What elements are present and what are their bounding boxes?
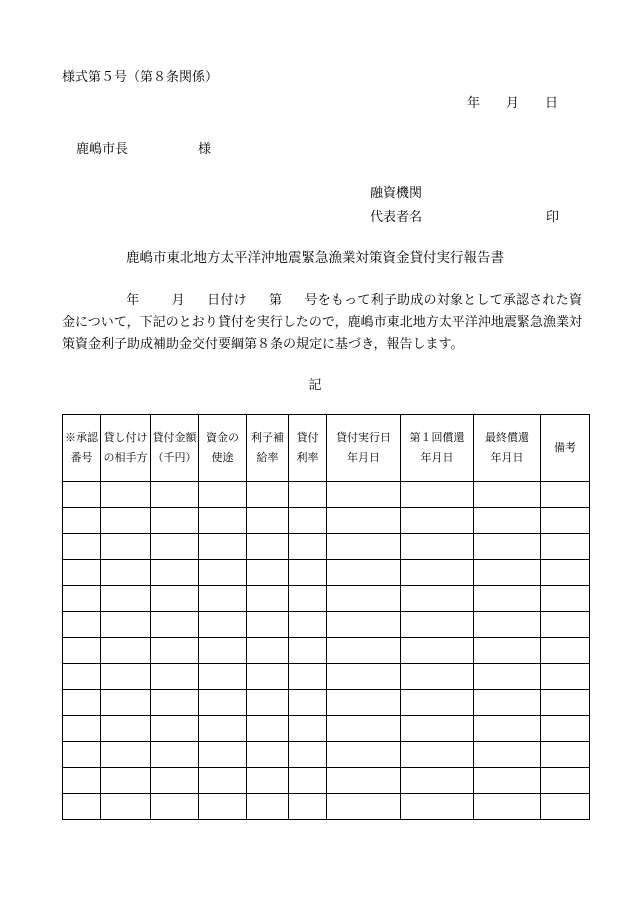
table-cell[interactable] <box>541 742 590 768</box>
table-cell[interactable] <box>247 534 289 560</box>
table-cell[interactable] <box>541 690 590 716</box>
table-cell[interactable] <box>247 482 289 508</box>
ki-heading: 記 <box>308 378 322 393</box>
body-rest: 号をもって利子助成の対象として承認された資金について，下記のとおり貸付を実行したので，鹿嶋市東北地方太平洋沖地震緊急漁業対策資金利子助成補助金交付要綱第８条の規定に基づき，報告します。 <box>62 293 582 352</box>
table-cell[interactable] <box>541 794 590 820</box>
table-cell[interactable] <box>101 638 151 664</box>
table-row <box>63 586 590 612</box>
table-cell[interactable] <box>247 690 289 716</box>
table-cell[interactable] <box>199 508 247 534</box>
table-cell[interactable] <box>63 586 101 612</box>
table-cell[interactable] <box>401 586 474 612</box>
column-header <box>63 415 101 482</box>
table-cell[interactable] <box>289 690 327 716</box>
table-cell[interactable] <box>151 482 199 508</box>
table-cell[interactable] <box>289 586 327 612</box>
table-cell[interactable] <box>63 560 101 586</box>
table-row <box>63 508 590 534</box>
table-cell[interactable] <box>247 716 289 742</box>
table-cell[interactable] <box>151 742 199 768</box>
table-cell[interactable] <box>541 612 590 638</box>
column-header-line: （千円） <box>152 451 197 464</box>
column-header-line: 貸付金額 <box>152 431 197 444</box>
table-row <box>63 560 590 586</box>
table-cell[interactable] <box>474 794 541 820</box>
column-header-line: ※承認 <box>65 431 98 444</box>
table-cell[interactable] <box>199 690 247 716</box>
table-row <box>63 742 590 768</box>
table-row <box>63 534 590 560</box>
addressee-honorific: 様 <box>198 142 212 157</box>
table-cell[interactable] <box>101 768 151 794</box>
body-year: 年 <box>126 293 140 308</box>
table-cell[interactable] <box>327 482 401 508</box>
table-cell[interactable] <box>151 690 199 716</box>
table-row <box>63 716 590 742</box>
table-cell[interactable] <box>289 534 327 560</box>
table-cell[interactable] <box>101 508 151 534</box>
table-cell[interactable] <box>101 716 151 742</box>
body-no-prefix: 第 <box>268 293 283 308</box>
column-header-line: 第１回償還 <box>409 431 465 444</box>
column-header-line: 利子補 <box>251 431 284 444</box>
table-cell[interactable] <box>101 794 151 820</box>
table-cell[interactable] <box>474 560 541 586</box>
table-cell[interactable] <box>474 534 541 560</box>
column-header-line: 年月日 <box>490 451 524 464</box>
table-header-row <box>63 415 590 482</box>
table-cell[interactable] <box>199 664 247 690</box>
table-row <box>63 794 590 820</box>
table-cell[interactable] <box>151 560 199 586</box>
column-header-line: 年月日 <box>347 451 380 464</box>
table-cell[interactable] <box>63 534 101 560</box>
table-cell[interactable] <box>474 638 541 664</box>
table-cell[interactable] <box>541 482 590 508</box>
table-cell[interactable] <box>474 586 541 612</box>
column-header-line: 最終償還 <box>485 431 529 444</box>
table-cell[interactable] <box>151 664 199 690</box>
body-paragraph <box>62 290 582 356</box>
column-header-line: 利率 <box>296 451 319 464</box>
table-cell[interactable] <box>247 612 289 638</box>
table-cell[interactable] <box>63 716 101 742</box>
table-cell[interactable] <box>327 560 401 586</box>
column-header-line: 貸し付け <box>103 431 148 444</box>
column-header <box>541 415 590 482</box>
column-header <box>247 415 289 482</box>
table-cell[interactable] <box>199 768 247 794</box>
table-cell[interactable] <box>289 768 327 794</box>
financial-institution-label: 融資機関 <box>370 186 423 201</box>
date-year: 年 <box>466 96 480 111</box>
table-cell[interactable] <box>401 742 474 768</box>
representative-label: 代表者名 <box>370 210 423 225</box>
table-cell[interactable] <box>289 794 327 820</box>
table-cell[interactable] <box>474 612 541 638</box>
column-header <box>101 415 151 482</box>
table-cell[interactable] <box>401 716 474 742</box>
column-header-line: の相手方 <box>103 451 148 464</box>
table-cell[interactable] <box>101 534 151 560</box>
table-cell[interactable] <box>289 742 327 768</box>
table-cell[interactable] <box>101 612 151 638</box>
table-cell[interactable] <box>474 768 541 794</box>
table-cell[interactable] <box>101 742 151 768</box>
form-number: 様式第５号（第８条関係） <box>62 70 219 85</box>
column-header <box>327 415 401 482</box>
table-cell[interactable] <box>327 508 401 534</box>
table-cell[interactable] <box>63 612 101 638</box>
table-cell[interactable] <box>289 560 327 586</box>
column-header <box>401 415 474 482</box>
table-cell[interactable] <box>474 716 541 742</box>
table-cell[interactable] <box>327 690 401 716</box>
table-cell[interactable] <box>199 794 247 820</box>
table-row <box>63 664 590 690</box>
date-month: 月 <box>505 96 519 111</box>
table-row <box>63 638 590 664</box>
seal-mark: 印 <box>546 210 560 225</box>
table-cell[interactable] <box>199 638 247 664</box>
table-cell[interactable] <box>247 560 289 586</box>
table-cell[interactable] <box>199 482 247 508</box>
table-cell[interactable] <box>289 716 327 742</box>
table-cell[interactable] <box>247 508 289 534</box>
table-cell[interactable] <box>541 716 590 742</box>
table-cell[interactable] <box>401 690 474 716</box>
table-cell[interactable] <box>474 508 541 534</box>
table-cell[interactable] <box>327 742 401 768</box>
table-cell[interactable] <box>541 508 590 534</box>
table-cell[interactable] <box>401 612 474 638</box>
table-cell[interactable] <box>247 638 289 664</box>
table-cell[interactable] <box>541 560 590 586</box>
table-cell[interactable] <box>199 560 247 586</box>
column-header <box>151 415 199 482</box>
column-header-line: 番号 <box>70 451 93 464</box>
column-header-line: 資金の <box>206 431 239 444</box>
table-cell[interactable] <box>541 534 590 560</box>
table-cell[interactable] <box>541 768 590 794</box>
table-cell[interactable] <box>101 690 151 716</box>
table-cell[interactable] <box>327 794 401 820</box>
column-header <box>199 415 247 482</box>
table-cell[interactable] <box>289 482 327 508</box>
body-month: 月 <box>171 293 185 308</box>
table-cell[interactable] <box>401 794 474 820</box>
table-cell[interactable] <box>101 560 151 586</box>
table-cell[interactable] <box>63 638 101 664</box>
table-cell[interactable] <box>289 612 327 638</box>
table-cell[interactable] <box>63 768 101 794</box>
table-cell[interactable] <box>247 664 289 690</box>
table-cell[interactable] <box>401 638 474 664</box>
table-cell[interactable] <box>289 664 327 690</box>
table-body <box>63 482 590 820</box>
table-cell[interactable] <box>151 534 199 560</box>
table-cell[interactable] <box>63 742 101 768</box>
loan-records-table <box>62 414 590 820</box>
table-cell[interactable] <box>151 794 199 820</box>
table-cell[interactable] <box>327 664 401 690</box>
table-cell[interactable] <box>289 638 327 664</box>
addressee-name: 鹿嶋市長 <box>76 142 129 157</box>
table-row <box>63 612 590 638</box>
column-header-line: 貸付 <box>296 431 319 444</box>
table-cell[interactable] <box>541 638 590 664</box>
table-cell[interactable] <box>401 482 474 508</box>
table-cell[interactable] <box>63 508 101 534</box>
table-cell[interactable] <box>541 664 590 690</box>
table-cell[interactable] <box>327 768 401 794</box>
table-cell[interactable] <box>199 742 247 768</box>
table-cell[interactable] <box>199 534 247 560</box>
table-cell[interactable] <box>327 586 401 612</box>
table-cell[interactable] <box>151 716 199 742</box>
table-cell[interactable] <box>199 612 247 638</box>
table-row <box>63 482 590 508</box>
table-cell[interactable] <box>401 560 474 586</box>
table-cell[interactable] <box>101 664 151 690</box>
document-title: 鹿嶋市東北地方太平洋沖地震緊急漁業対策資金貸付実行報告書 <box>126 250 504 266</box>
column-header <box>289 415 327 482</box>
column-header-line: 給率 <box>256 451 279 464</box>
table-cell[interactable] <box>199 586 247 612</box>
table-cell[interactable] <box>327 534 401 560</box>
table-cell[interactable] <box>199 716 247 742</box>
table-cell[interactable] <box>247 794 289 820</box>
table-cell[interactable] <box>401 508 474 534</box>
table-row <box>63 768 590 794</box>
body-dated: 日付け <box>206 293 247 308</box>
table-cell[interactable] <box>401 768 474 794</box>
table-cell[interactable] <box>401 534 474 560</box>
table-cell[interactable] <box>151 508 199 534</box>
table-cell[interactable] <box>474 742 541 768</box>
addressee <box>76 138 211 157</box>
table-cell[interactable] <box>474 482 541 508</box>
date-line <box>467 92 558 111</box>
column-header-line: 使途 <box>211 451 234 464</box>
table-cell[interactable] <box>63 482 101 508</box>
table-cell[interactable] <box>247 742 289 768</box>
table-cell[interactable] <box>63 794 101 820</box>
column-header-line: 備考 <box>554 441 576 454</box>
column-header <box>474 415 541 482</box>
table-row <box>63 690 590 716</box>
table-cell[interactable] <box>151 768 199 794</box>
table-cell[interactable] <box>63 664 101 690</box>
column-header-line: 貸付実行日 <box>336 431 391 444</box>
table-cell[interactable] <box>474 664 541 690</box>
table-cell[interactable] <box>327 612 401 638</box>
table-cell[interactable] <box>151 586 199 612</box>
table-cell[interactable] <box>247 586 289 612</box>
date-day: 日 <box>544 96 558 111</box>
table-cell[interactable] <box>101 482 151 508</box>
table-cell[interactable] <box>401 664 474 690</box>
table-cell[interactable] <box>151 612 199 638</box>
column-header-line: 年月日 <box>420 451 454 464</box>
table-cell[interactable] <box>63 690 101 716</box>
table-cell[interactable] <box>474 690 541 716</box>
table-cell[interactable] <box>101 586 151 612</box>
table-cell[interactable] <box>151 638 199 664</box>
table-cell[interactable] <box>327 638 401 664</box>
table-cell[interactable] <box>327 716 401 742</box>
table-cell[interactable] <box>247 768 289 794</box>
table-cell[interactable] <box>289 508 327 534</box>
table-cell[interactable] <box>541 586 590 612</box>
